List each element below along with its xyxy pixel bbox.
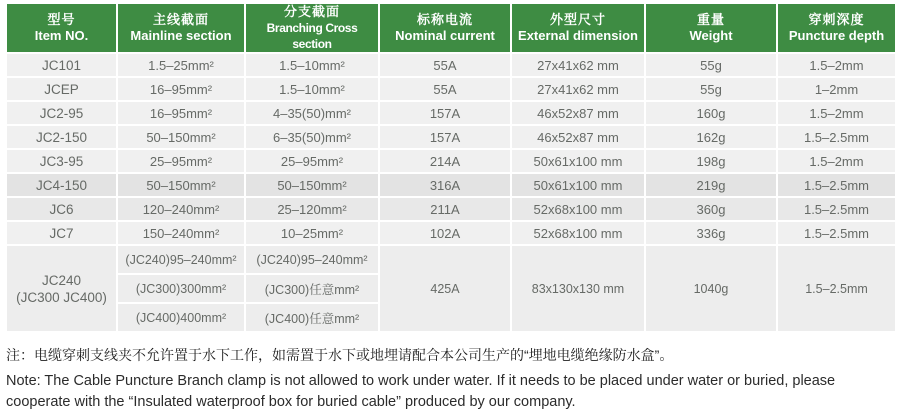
cell-mainline-section: (JC240)95–240mm² — [118, 246, 244, 273]
header-label-en: Weight — [689, 28, 733, 43]
table-row-jc2-95 — [7, 102, 895, 124]
cell-weight: 162g — [646, 126, 776, 148]
cell-nominal-current: 102A — [380, 222, 510, 244]
cell-item-no: JC6 — [7, 198, 116, 220]
header-label-zh: 外型尺寸 — [549, 12, 606, 27]
cell-branching-section: 6–35(50)mm² — [246, 126, 378, 148]
note-english: Note: The Cable Puncture Branch clamp is not allowed to work under water. If it needs to be placed under water or buried, please cooperate with the “Insulated waterproof box for buried cable” produced by our company. — [6, 373, 836, 410]
cell-mainline-section: 16–95mm² — [118, 78, 244, 100]
cell-external-dimension: 46x52x87 mm — [512, 102, 644, 124]
cell-mainline-section: 16–95mm² — [118, 102, 244, 124]
cell-puncture-depth: 1.5–2.5mm — [778, 246, 895, 331]
column-header-puncture-depth — [778, 4, 895, 52]
group-item-line1: JC240 — [41, 272, 82, 288]
cell-nominal-current: 316A — [380, 174, 510, 196]
cell-item-no: JC2-95 — [7, 102, 116, 124]
cell-weight: 55g — [646, 78, 776, 100]
cell-mainline-section: (JC400)400mm² — [118, 304, 244, 331]
cell-item-no: JC7 — [7, 222, 116, 244]
header-label-zh: 分支截面 — [283, 4, 340, 19]
cell-external-dimension: 27x41x62 mm — [512, 54, 644, 76]
cell-external-dimension: 83x130x130 mm — [512, 246, 644, 331]
table-row-jc6 — [7, 198, 895, 220]
header-label-en: Nominal current — [395, 28, 495, 43]
cell-puncture-depth: 1.5–2mm — [778, 54, 895, 76]
column-header-item-no — [7, 4, 116, 52]
column-header-mainline-section — [118, 4, 244, 52]
cell-branching-section: (JC300)任意mm² — [246, 275, 378, 302]
cell-branching-section: 4–35(50)mm² — [246, 102, 378, 124]
cell-nominal-current: 157A — [380, 102, 510, 124]
header-row — [7, 4, 895, 52]
cell-puncture-depth: 1.5–2mm — [778, 102, 895, 124]
table-row-jc3-95 — [7, 150, 895, 172]
cell-branching-section: 1.5–10mm² — [246, 78, 378, 100]
header-label-en: Mainline section — [130, 28, 232, 43]
cell-mainline-section: 150–240mm² — [118, 222, 244, 244]
column-header-weight — [646, 4, 776, 52]
cell-item-no: JC3-95 — [7, 150, 116, 172]
cell-weight: 336g — [646, 222, 776, 244]
cell-branching-section: 25–120mm² — [246, 198, 378, 220]
cell-weight: 1040g — [646, 246, 776, 331]
cell-item-no: JC101 — [7, 54, 116, 76]
header-label-zh: 重量 — [696, 12, 725, 27]
header-label-en: Item NO. — [34, 28, 89, 43]
cell-branching-section: (JC240)95–240mm² — [246, 246, 378, 273]
cell-external-dimension: 50x61x100 mm — [512, 150, 644, 172]
cell-external-dimension: 46x52x87 mm — [512, 126, 644, 148]
cell-mainline-section: 1.5–25mm² — [118, 54, 244, 76]
column-header-external-dimension — [512, 4, 644, 52]
cell-nominal-current: 55A — [380, 78, 510, 100]
table-row-jc2-150 — [7, 126, 895, 148]
table-row-jc7 — [7, 222, 895, 244]
cell-nominal-current: 55A — [380, 54, 510, 76]
header-label-zh: 主线截面 — [152, 12, 209, 27]
cell-item-no: JC2-150 — [7, 126, 116, 148]
cell-puncture-depth: 1.5–2mm — [778, 150, 895, 172]
header-label-en: Branching Cross section — [266, 21, 358, 51]
cell-mainline-section: 120–240mm² — [118, 198, 244, 220]
header-label-en: External dimension — [518, 28, 638, 43]
cell-nominal-current: 425A — [380, 246, 510, 331]
cell-puncture-depth: 1.5–2.5mm — [778, 222, 895, 244]
group-item-line2: (JC300 JC400) — [16, 289, 107, 305]
spec-sheet-page — [0, 2, 900, 414]
cell-mainline-section: 50–150mm² — [118, 174, 244, 196]
header-label-en: Puncture depth — [788, 28, 885, 43]
cell-puncture-depth: 1–2mm — [778, 78, 895, 100]
cell-weight: 198g — [646, 150, 776, 172]
cell-external-dimension: 27x41x62 mm — [512, 78, 644, 100]
header-label-zh: 穿刺深度 — [808, 12, 865, 27]
table-row-jc101 — [7, 54, 895, 76]
cell-puncture-depth: 1.5–2.5mm — [778, 174, 895, 196]
cell-nominal-current: 157A — [380, 126, 510, 148]
cell-mainline-section: 25–95mm² — [118, 150, 244, 172]
header-label-zh: 标称电流 — [416, 12, 473, 27]
cell-branching-section: 50–150mm² — [246, 174, 378, 196]
cell-weight: 219g — [646, 174, 776, 196]
column-header-nominal-current — [380, 4, 510, 52]
cell-nominal-current: 214A — [380, 150, 510, 172]
cell-weight: 55g — [646, 54, 776, 76]
cell-item-no: JCEP — [7, 78, 116, 100]
cell-item-no-group — [7, 246, 116, 331]
table-row-jc4-150 — [7, 174, 895, 196]
table-body — [7, 54, 895, 331]
spec-table — [5, 2, 897, 333]
cell-branching-section: (JC400)任意mm² — [246, 304, 378, 331]
cell-branching-section: 10–25mm² — [246, 222, 378, 244]
table-row-jc240-group-1 — [7, 246, 895, 273]
header-label-zh: 型号 — [47, 12, 76, 27]
cell-weight: 160g — [646, 102, 776, 124]
note-chinese: 注：电缆穿刺支线夹不允许置于水下工作，如需置于水下或地埋请配合本公司生产的“埋地电缆绝缘防水盒”。 — [6, 347, 674, 363]
cell-branching-section: 1.5–10mm² — [246, 54, 378, 76]
cell-nominal-current: 211A — [380, 198, 510, 220]
cell-puncture-depth: 1.5–2.5mm — [778, 198, 895, 220]
footnotes — [6, 345, 894, 413]
cell-external-dimension: 52x68x100 mm — [512, 222, 644, 244]
cell-puncture-depth: 1.5–2.5mm — [778, 126, 895, 148]
cell-external-dimension: 50x61x100 mm — [512, 174, 644, 196]
table-row-jcep — [7, 78, 895, 100]
cell-mainline-section: 50–150mm² — [118, 126, 244, 148]
cell-item-no: JC4-150 — [7, 174, 116, 196]
cell-mainline-section: (JC300)300mm² — [118, 275, 244, 302]
cell-branching-section: 25–95mm² — [246, 150, 378, 172]
column-header-branching-section — [246, 4, 378, 52]
cell-weight: 360g — [646, 198, 776, 220]
cell-external-dimension: 52x68x100 mm — [512, 198, 644, 220]
table-header — [7, 4, 895, 52]
